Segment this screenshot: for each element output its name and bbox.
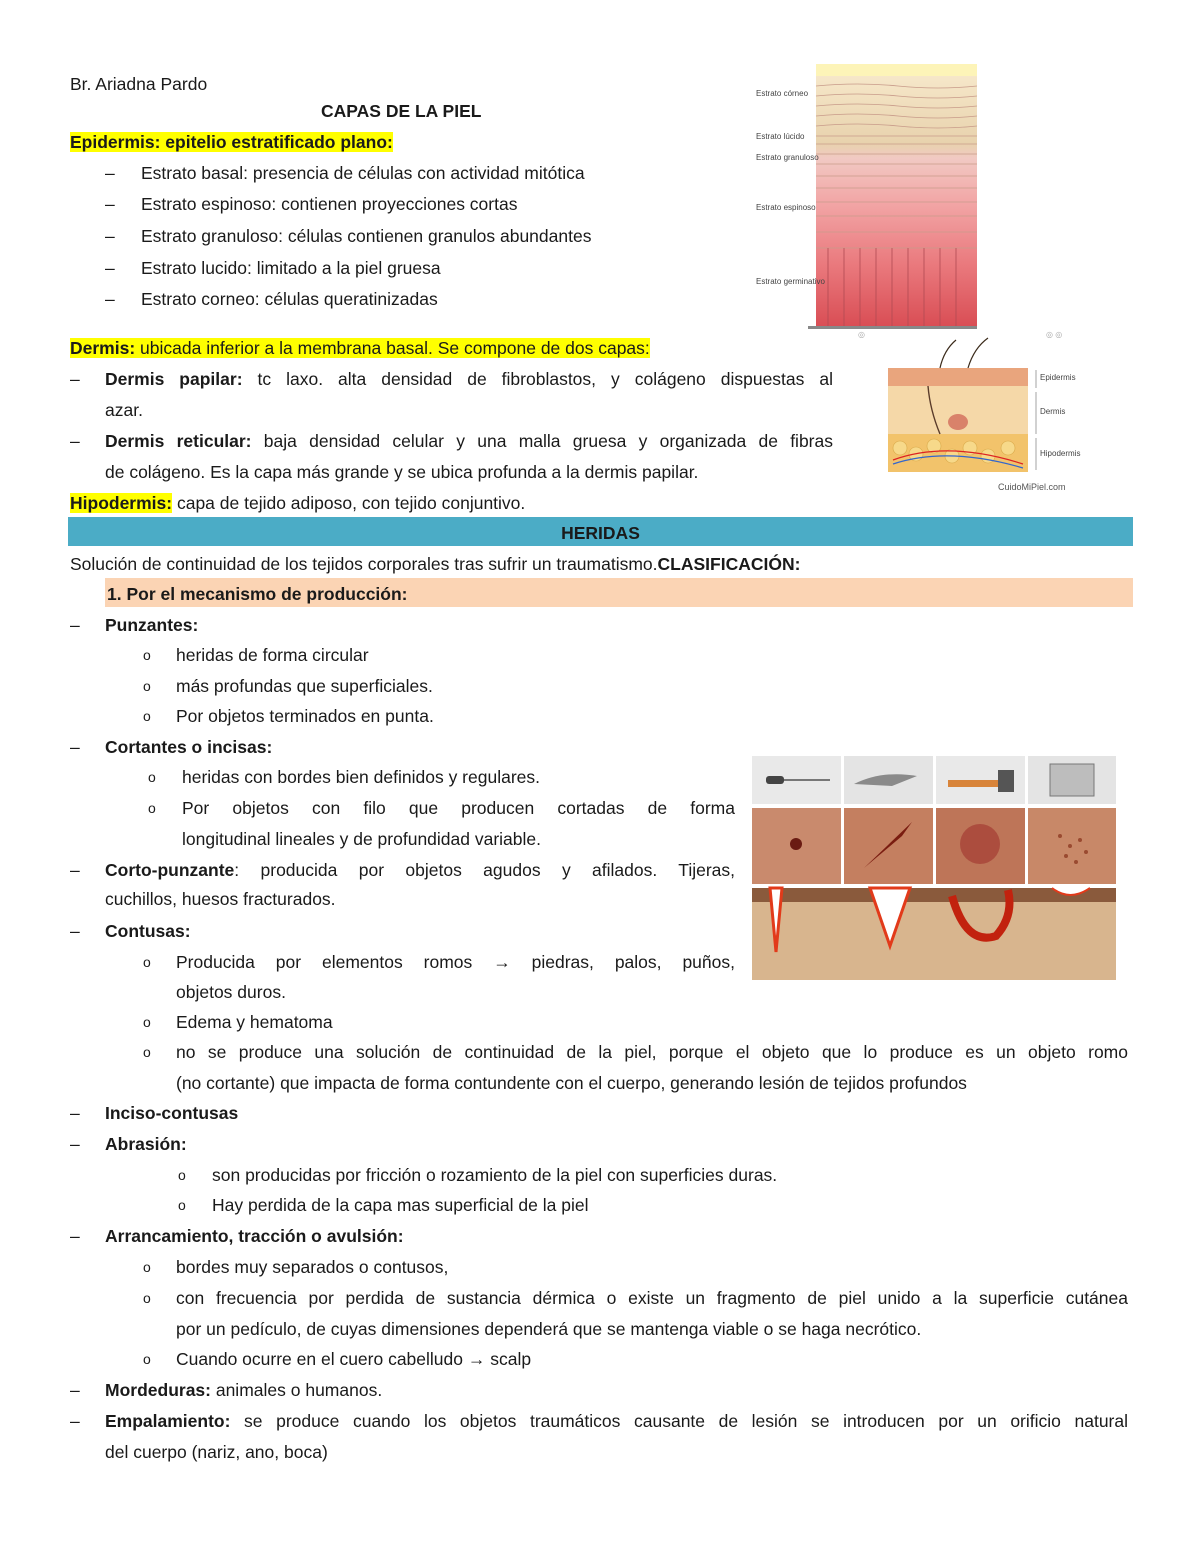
fig-label-hipodermis: Hipodermis [1040,449,1081,458]
fig-watermark: CuidoMiPiel.com [998,482,1066,492]
skin-section-figure [848,330,1083,495]
page-title: CAPAS DE LA PIEL [321,101,482,121]
contusas-item3-line1: no se produce una solución de continuidad de la piel, porque el objeto que lo produce es un objeto romo [176,1042,1128,1062]
circle-bullet: o [143,954,151,970]
dermis-papilar-text: tc laxo. alta densidad de fibroblastos, y colágeno dispuestas al [242,369,834,389]
contusion-wound [960,824,1000,864]
circle-bullet: o [143,1259,151,1275]
fig-label: Estrato germinativo [756,277,825,286]
corto-line1 [105,855,735,886]
dash-bullet: – [70,1411,80,1431]
circle-bullet: o [178,1167,186,1183]
dermis-reticular-label: Dermis reticular: [105,431,252,451]
epidermis-layer [888,368,1028,386]
corneum-top-band [816,64,977,76]
wound-types-figure [752,756,1116,980]
fig-label: Estrato espinoso [756,203,816,212]
section1-title: 1. Por el mecanismo de producción: [107,584,408,604]
circle-bullet: o [178,1197,186,1213]
abrasion-item: Hay perdida de la capa mas superficial de la piel [212,1195,589,1215]
fig-label: Estrato lúcido [756,132,805,141]
dermis-reticular-line1 [105,426,833,457]
basal-membrane [808,326,977,329]
dash-bullet: – [105,163,115,183]
hammer-handle-icon [948,780,998,787]
contusas-item1-line1: Producida por elementos romos → piedras, palos, puños, [176,952,735,972]
dash-bullet: – [70,1134,80,1154]
mordeduras-line [105,1379,382,1401]
epidermis-item: Estrato granuloso: células contienen granulos abundantes [141,226,592,246]
sweat-gland [948,414,968,430]
hammer-head-icon [998,770,1014,792]
fig-label: Estrato córneo [756,89,809,98]
dash-bullet: – [70,615,80,635]
clasificacion-label: CLASIFICACIÓN: [657,554,801,574]
mordeduras-label: Mordeduras: [105,1380,211,1400]
dash-bullet: – [105,258,115,278]
empalamiento-line1 [105,1406,1128,1437]
hipodermis-label: Hipodermis: [70,493,173,513]
heridas-definition-line [70,553,800,575]
circle-bullet: o [143,1044,151,1060]
empalamiento-label: Empalamiento: [105,1411,231,1431]
puncture-wound [790,838,802,850]
arrancamiento-label: Arrancamiento, tracción o avulsión: [105,1226,404,1246]
dermis-papilar-line1 [105,364,833,395]
arrancamiento-item1: bordes muy separados o contusos, [176,1257,449,1277]
contusas-label: Contusas: [105,921,191,941]
dermis-papilar-line2: azar. [105,400,143,420]
hipodermis-text: capa de tejido adiposo, con tejido conjuntivo. [172,493,526,513]
dash-bullet: – [70,1226,80,1246]
dash-bullet: – [70,860,80,880]
fig-label-dermis: Dermis [1040,407,1066,416]
cell-layers [816,76,977,326]
cortantes-item: heridas con bordes bien definidos y regulares. [182,767,540,787]
abrasion-label: Abrasión: [105,1134,187,1154]
dash-bullet: – [105,289,115,309]
fig-mark: ◎ [858,330,865,339]
dermis-heading-text: ubicada inferior a la membrana basal. Se compone de dos capas: [135,338,650,358]
dash-bullet: – [70,431,80,451]
epidermis-item: Estrato corneo: células queratinizadas [141,289,438,309]
epidermis-heading [70,131,393,153]
contusas-item2: Edema y hematoma [176,1012,333,1032]
cortantes-label: Cortantes o incisas: [105,737,273,757]
corto-line2: cuchillos, huesos fracturados. [105,889,336,909]
punzantes-label: Punzantes: [105,615,199,635]
fig-label-epidermis: Epidermis [1040,373,1076,382]
epidermis-item: Estrato lucido: limitado a la piel gruesa [141,258,441,278]
circle-bullet: o [143,708,151,724]
punch-tool-icon [766,776,784,784]
abrasion-item: son producidas por fricción o rozamiento de la piel con superficies duras. [212,1165,778,1185]
circle-bullet: o [143,1290,151,1306]
dermis-heading [70,337,650,359]
circle-bullet: o [143,678,151,694]
dash-bullet: – [70,1380,80,1400]
heridas-definition: Solución de continuidad de los tejidos corporales tras sufrir un traumatismo. [70,554,658,574]
epidermis-item: Estrato basal: presencia de células con actividad mitótica [141,163,585,183]
punzantes-item: Por objetos terminados en punta. [176,706,434,726]
punzantes-item: heridas de forma circular [176,645,369,665]
cortantes-item2-line2: longitudinal lineales y de profundidad variable. [182,829,541,849]
dash-bullet: – [70,921,80,941]
contusas-item1-line2: objetos duros. [176,982,286,1002]
epidermis-heading-text: Epidermis: epitelio estratificado plano: [70,132,393,152]
dermis-reticular-line2: de colágeno. Es la capa más grande y se ubica profunda a la dermis papilar. [105,462,699,482]
contusas-item3-line2: (no cortante) que impacta de forma contundente con el cuerpo, generando lesión de tejidos profundos [176,1073,967,1093]
fig-mark: ◎ ◎ [1046,330,1063,339]
dermis-reticular-text: baja densidad celular y una malla gruesa y organizada de fibras [251,431,833,451]
skin-cross-sections-row [752,888,1116,980]
heridas-title: HERIDAS [561,523,640,543]
fig-label: Estrato granuloso [756,153,819,162]
dash-bullet: – [105,226,115,246]
grater-icon [1050,764,1094,796]
dermis-heading-label: Dermis: [70,338,136,358]
empalamiento-line2: del cuerpo (nariz, ano, boca) [105,1442,328,1462]
hipodermis-line [70,492,525,514]
mordeduras-text: animales o humanos. [210,1380,383,1400]
dash-bullet: – [70,737,80,757]
arrancamiento-item3: Cuando ocurre en el cuero cabelludo → scalp [176,1349,532,1369]
dash-bullet: – [70,1103,80,1123]
circle-bullet: o [148,800,156,816]
circle-bullet: o [143,647,151,663]
dermis-papilar-label: Dermis papilar: [105,369,243,389]
circle-bullet: o [148,769,156,785]
arrancamiento-item2-line1: con frecuencia por perdida de sustancia dérmica o existe un fragmento de piel unido a la superficie cutánea [176,1288,1128,1308]
corto-text: : producida por objetos agudos y afilados. Tijeras, [234,860,735,880]
punzantes-item: más profundas que superficiales. [176,676,433,696]
corto-label: Corto-punzante [105,860,235,880]
inciso-label: Inciso-contusas [105,1103,239,1123]
dermis-heading-highlight [70,338,650,358]
dash-bullet: – [105,194,115,214]
arrancamiento-item2-line2: por un pedículo, de cuyas dimensiones dependerá que se mantenga viable o se haga necrótico. [176,1319,922,1339]
circle-bullet: o [143,1014,151,1030]
empalamiento-text: se produce cuando los objetos traumáticos causante de lesión se introducen por un orificio natural [230,1411,1128,1431]
cortantes-item2-line1: Por objetos con filo que producen cortadas de forma [182,798,735,818]
dash-bullet: – [70,369,80,389]
circle-bullet: o [143,1351,151,1367]
epidermis-layers-figure [748,64,980,340]
author-name: Br. Ariadna Pardo [70,74,208,94]
epidermis-item: Estrato espinoso: contienen proyecciones cortas [141,194,518,214]
